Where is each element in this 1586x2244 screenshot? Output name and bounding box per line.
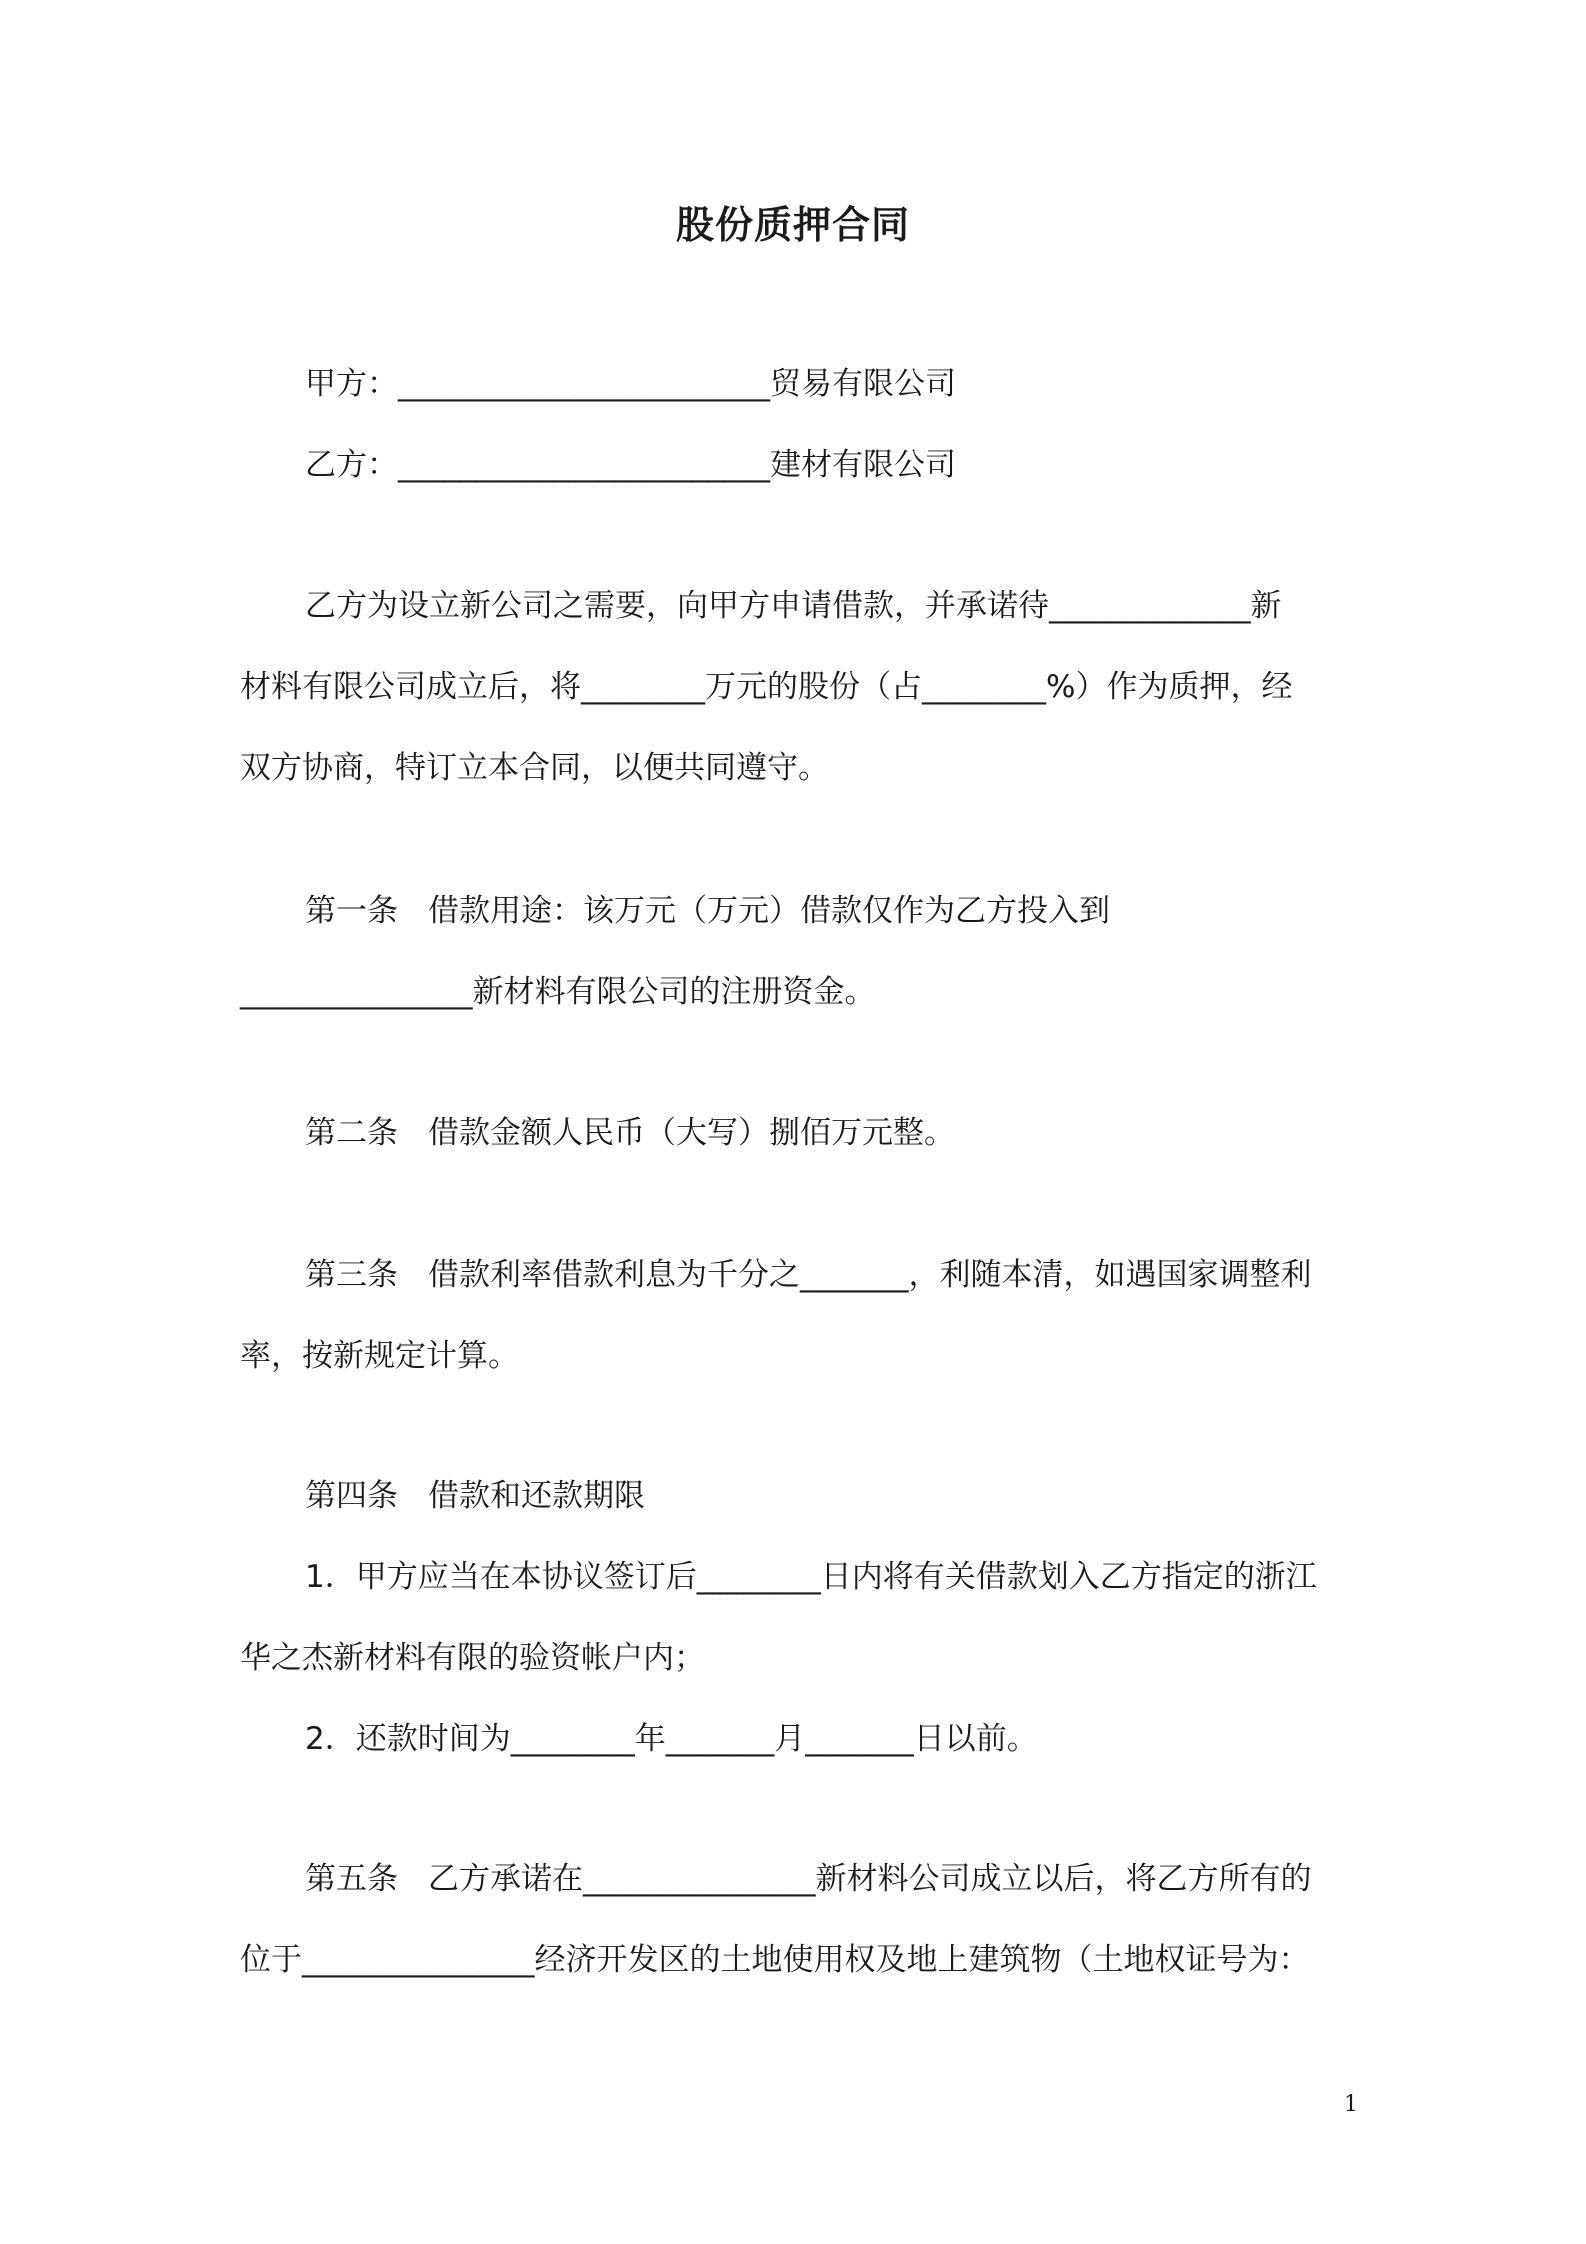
article-5-heading: 第五条 xyxy=(305,1861,398,1897)
article-1-heading: 第一条 xyxy=(305,893,398,929)
article-4-heading: 第四条 xyxy=(305,1478,398,1514)
article-3-heading: 第三条 xyxy=(305,1257,398,1293)
page-title: 股份质押合同 xyxy=(675,203,910,247)
article-5-line-1 xyxy=(305,1857,1350,1901)
article-3-text: 借款利率借款利息为千分之_______，利随本清，如遇国家调整利 xyxy=(428,1257,1312,1293)
article-2-text: 借款金额人民币（大写）捌佰万元整。 xyxy=(428,1115,955,1151)
article-4-item-1: 1．甲方应当在本协议签订后________日内将有关借款划入乙方指定的浙江 xyxy=(305,1559,1317,1595)
preamble-line-2: 材料有限公司成立后，将________万元的股份（占________%）作为质押，经 xyxy=(240,669,1293,705)
article-4-text: 借款和还款期限 xyxy=(428,1478,645,1514)
preamble-line-3: 双方协商，特订立本合同，以便共同遵守。 xyxy=(240,750,829,786)
article-4-item-2: 2．还款时间为________年_______月_______日以前。 xyxy=(305,1721,1038,1757)
article-5-line-2: 位于_______________经济开发区的土地使用权及地上建筑物（土地权证号为： xyxy=(240,1942,1310,1978)
article-4-item-1-cont: 华之杰新材料有限的验资帐户内； xyxy=(240,1640,705,1676)
article-2-line xyxy=(305,1111,1350,1155)
article-1-line-2: _______________新材料有限公司的注册资金。 xyxy=(240,974,876,1010)
article-3-line-2: 率，按新规定计算。 xyxy=(240,1338,519,1374)
preamble-line-1: 乙方为设立新公司之需要，向甲方申请借款，并承诺待_____________新 xyxy=(305,588,1282,624)
article-1-line-1 xyxy=(305,889,1350,933)
article-2-heading: 第二条 xyxy=(305,1115,398,1151)
article-1-text: 借款用途：该万元（万元）借款仅作为乙方投入到 xyxy=(428,893,1110,929)
article-5-text: 乙方承诺在_______________新材料公司成立以后，将乙方所有的 xyxy=(428,1861,1312,1897)
article-3-line-1 xyxy=(305,1253,1350,1297)
party-a-line: 甲方：________________________贸易有限公司 xyxy=(305,366,956,402)
page-number: 1 xyxy=(1344,2092,1358,2117)
party-b-line: 乙方：________________________建材有限公司 xyxy=(305,447,956,483)
article-4-line xyxy=(305,1474,1350,1518)
